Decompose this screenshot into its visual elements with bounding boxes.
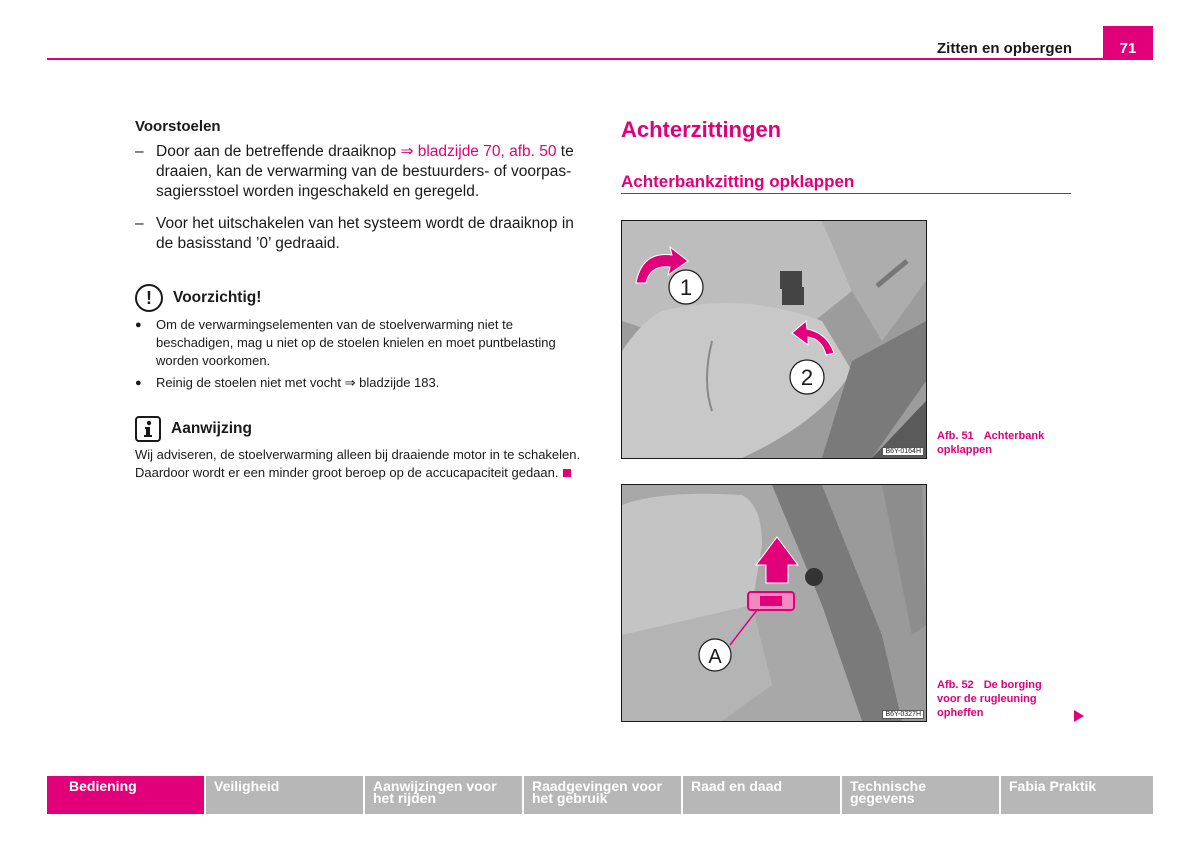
tab-aanwijzingen[interactable]: Aanwijzingen voor het rijden xyxy=(365,776,522,814)
tab-raadgevingen[interactable]: Raadgevingen voor het gebruik xyxy=(524,776,681,814)
caution-title: Voorzichtig! xyxy=(173,289,262,306)
caution-heading xyxy=(135,284,581,312)
backrest-lock-illustration xyxy=(622,485,926,721)
figure-backrest-lock xyxy=(621,484,927,722)
marker-1: 1 xyxy=(679,275,693,300)
cross-reference-link[interactable]: ⇒ bladzijde 70, afb. 50 xyxy=(400,143,557,160)
next-page-arrow-icon[interactable] xyxy=(1074,710,1084,722)
left-column xyxy=(135,118,581,482)
rear-seat-illustration xyxy=(622,221,926,458)
note-text: Wij adviseren, de stoelverwarming alleen bij draaiende motor in te schakelen. Daardoor wordt er een minder groot beroep op de accucapaciteit gedaan. xyxy=(135,447,581,480)
note-heading xyxy=(135,416,581,442)
instruction-item: – Voor het uitschakelen van het systeem wordt de draaiknop in de basisstand ’0’ gedraaid. xyxy=(135,215,574,252)
section-title: Zitten en opbergen xyxy=(937,40,1072,57)
tab-veiligheid[interactable]: Veiligheid xyxy=(206,776,363,814)
caution-bullet: ● Om de verwarmingselementen van de stoelverwarming niet te beschadigen, mag u niet op de stoelen knielen en moet puntbelasting worden voorkomen. xyxy=(135,317,556,368)
tab-fabia-praktik[interactable]: Fabia Praktik xyxy=(1001,776,1153,814)
tab-bediening[interactable]: Bediening xyxy=(47,776,204,814)
figure-caption: Afb. 51 Achterbank opklappen xyxy=(937,430,1045,456)
tab-technische-gegevens[interactable]: Technische gegevens xyxy=(842,776,999,814)
chapter-nav xyxy=(47,776,1153,814)
info-icon xyxy=(135,416,161,442)
figure-code: B6Y-0327H xyxy=(882,710,924,719)
subsection-heading: Achterbankzitting opklappen xyxy=(621,172,855,191)
caution-icon: ! xyxy=(135,284,163,312)
marker-2: 2 xyxy=(800,365,814,390)
subheading-rule xyxy=(621,193,1071,194)
page-number: 71 xyxy=(1103,26,1153,60)
marker-a: A xyxy=(708,646,722,668)
tab-raad-en-daad[interactable]: Raad en daad xyxy=(683,776,840,814)
header-rule xyxy=(47,58,1153,60)
section-heading: Achterzittingen xyxy=(621,117,782,142)
caution-bullet: ● Reinig de stoelen niet met vocht ⇒ bladzijde 183. xyxy=(135,375,440,390)
instruction-item: – Door aan de betreffende draaiknop ⇒ bladzijde 70, afb. 50 te draaien, kan de verwarming van de bestuurders- of voorpassagiersstoel worden ingeschakeld en geregeld. xyxy=(135,143,574,200)
subhead-voorstoelen: Voorstoelen xyxy=(135,118,221,135)
figure-caption: Afb. 52 De borging voor de rugleuning opheffen xyxy=(937,679,1042,719)
figure-code: B6Y-0164H xyxy=(882,447,924,456)
note-title: Aanwijzing xyxy=(171,420,252,437)
figure-rear-seat-fold xyxy=(621,220,927,459)
end-marker xyxy=(563,469,571,477)
